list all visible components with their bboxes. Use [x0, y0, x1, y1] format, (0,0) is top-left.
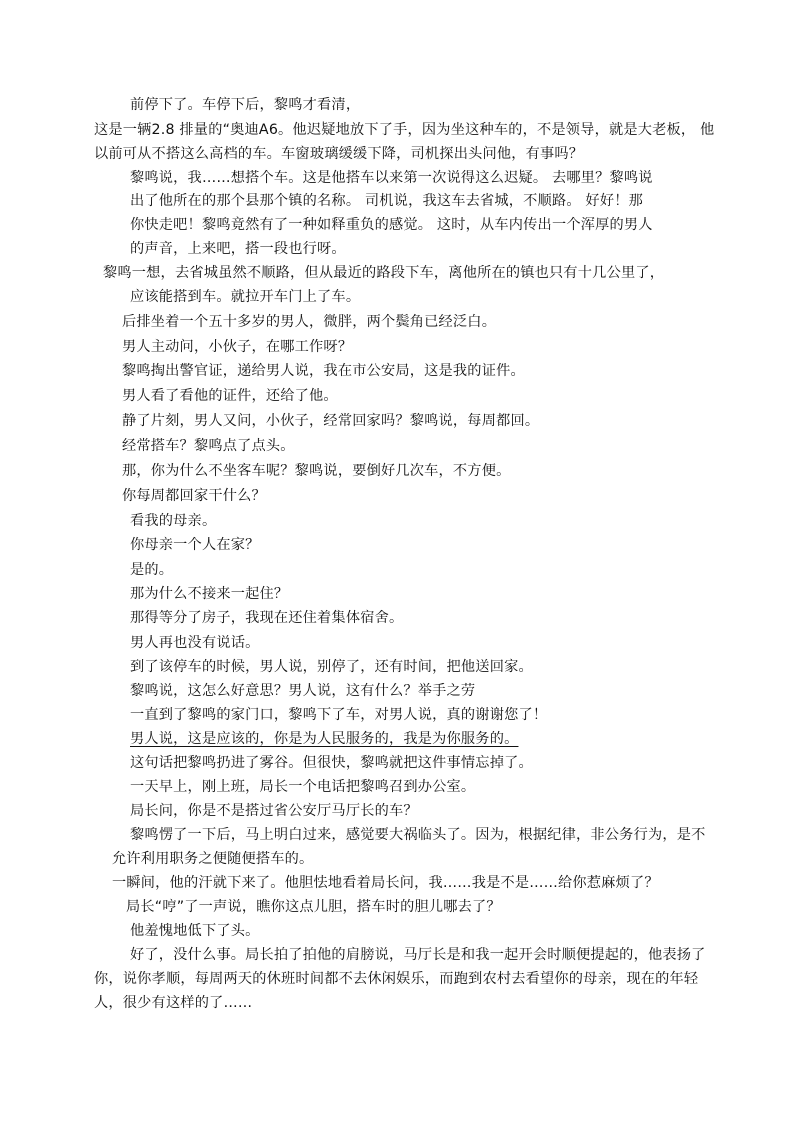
text-line: 黎鸣说，我……想搭个车。这是他搭车以来第一次说得这么迟疑。 去哪里？黎鸣说	[130, 170, 653, 186]
text-line: 局长“哼”了一声说，瞧你这点儿胆，搭车时的胆儿哪去了？	[126, 899, 501, 915]
text-line: 静了片刻，男人又问，小伙子，经常回家吗？黎鸣说，每周都回。	[122, 413, 540, 429]
text-line: 黎鸣掏出警官证，递给男人说，我在市公安局，这是我的证件。	[122, 363, 525, 379]
text-line: 你母亲一个人在家？	[130, 537, 260, 553]
text-line: 男人再也没有说话。	[130, 635, 260, 651]
text-line: 你每周都回家干什么？	[122, 488, 266, 504]
text-line: 黎鸣说，这怎么好意思？男人说，这有什么？举手之劳	[130, 683, 476, 699]
text-line: 那，你为什么不坐客车呢？黎鸣说，要倒好几次车，不方便。	[122, 463, 511, 479]
text-line: 到了该停车的时候，男人说，别停了，还有时间，把他送回家。	[130, 659, 533, 675]
text-line: 经常搭车？黎鸣点了点头。	[122, 438, 295, 454]
text-line: 男人看了看他的证件，还给了他。	[122, 388, 338, 404]
text-line: 黎鸣愣了一下后，马上明白过来，感觉要大祸临头了。因为，根据纪律，非公务行为，是不	[130, 827, 706, 843]
text-line: 人，很少有这样的了……	[94, 995, 253, 1011]
text-line: 这是一辆2.8 排量的“奥迪A6。他迟疑地放下了手，因为坐这种车的，不是领导，就是大老板， 他	[94, 122, 715, 138]
text-line: 应该能搭到车。就拉开车门上了车。	[130, 289, 361, 305]
text-line: 这句话把黎鸣扔进了雾谷。但很快，黎鸣就把这件事情忘掉了。	[130, 755, 533, 771]
text-line: 的声音，上来吧，搭一段也行呀。	[130, 241, 346, 257]
text-line: 黎鸣一想，去省城虽然不顺路，但从最近的路段下车，离他所在的镇也只有十几公里了，	[103, 265, 665, 281]
text-line: 看我的母亲。	[130, 513, 217, 529]
text-line: 那为什么不接来一起住？	[130, 586, 289, 602]
text-line: 是的。	[130, 562, 174, 578]
text-line: 男人主动问，小伙子，在哪工作呀？	[122, 339, 353, 355]
text-line: 一直到了黎鸣的家门口，黎鸣下了车，对男人说，真的谢谢您了！	[130, 707, 548, 723]
text-line: 局长问，你是不是搭过省公安厅马厅长的车？	[130, 803, 418, 819]
text-line: 好了，没什么事。局长拍了拍他的肩膀说，马厅长是和我一起开会时顺便提起的，他表扬了	[130, 947, 706, 963]
text-line: 那得等分了房子，我现在还住着集体宿舍。	[130, 610, 404, 626]
text-line: 你，说你孝顺，每周两天的休班时间都不去休闲娱乐，而跑到农村去看望你的母亲，现在的年轻	[94, 971, 699, 987]
underlined-text-line: 男人说，这是应该的，你是为人民服务的，我是为你服务的。	[130, 731, 519, 747]
text-line: 他羞愧地低下了头。	[130, 923, 260, 939]
text-line: 前停下了。车停下后，黎鸣才看清，	[130, 97, 361, 113]
text-line: 一瞬间，他的汗就下来了。他胆怯地看着局长问，我……我是不是……给你惹麻烦了？	[112, 875, 659, 891]
text-line: 后排坐着一个五十多岁的男人，微胖，两个鬓角已经泛白。	[122, 314, 497, 330]
text-line: 出了他所在的那个县那个镇的名称。 司机说，我这车去省城，不顺路。 好好！那	[130, 193, 643, 209]
text-line: 一天早上，刚上班，局长一个电话把黎鸣召到办公室。	[130, 779, 476, 795]
text-line: 以前可从不搭这么高档的车。车窗玻璃缓缓下降，司机探出头问他，有事吗？	[94, 146, 584, 162]
text-line: 你快走吧！黎鸣竟然有了一种如释重负的感觉。 这时，从车内传出一个浑厚的男人	[130, 217, 653, 233]
text-line: 允许利用职务之便随便搭车的。	[112, 851, 314, 867]
